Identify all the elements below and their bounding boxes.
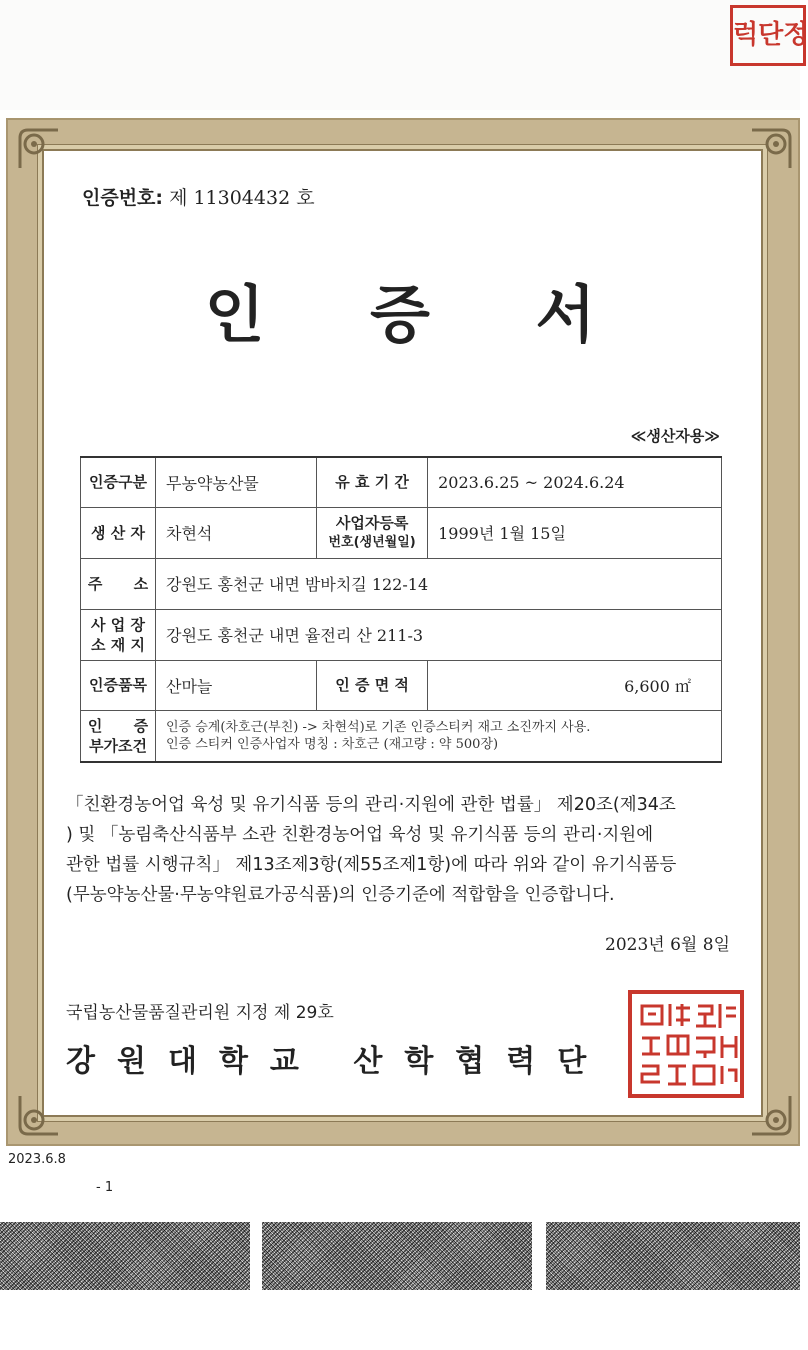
print-date: 2023.6.8	[8, 1152, 66, 1167]
area-value: 6,600 ㎡	[428, 660, 722, 710]
condition-line2: 인증 스티커 인증사업자 명칭 : 차호근 (재고량 : 약 500장)	[166, 736, 499, 752]
table-row	[81, 609, 722, 660]
certificate-number-value: 제 11304432 호	[169, 187, 315, 209]
address-label: 주 소	[81, 558, 156, 609]
condition-label	[81, 710, 156, 762]
certificate-number	[82, 183, 315, 210]
condition-label-line2: 부가조건	[89, 736, 147, 755]
issue-date: 2023년 6월 8일	[605, 935, 730, 955]
condition-label-line1: 인 증	[87, 716, 149, 735]
usage-label: ≪생산자용≫	[630, 427, 720, 445]
official-seal-stamp	[628, 990, 744, 1098]
security-pattern	[546, 1222, 800, 1290]
certification-statement	[66, 790, 746, 910]
condition-line1: 인증 승계(차호근(부친) -> 차현석)로 기존 인증스티커 재고 소진까지 사용.	[166, 719, 591, 735]
page-top-margin	[0, 0, 800, 110]
certificate-number-label: 인증번호:	[82, 187, 164, 209]
statement-line: ) 및 「농림축산식품부 소관 친환경농어업 육성 및 유기식품 등의 관리·지원에	[66, 825, 654, 845]
producer-label: 생 산 자	[81, 507, 156, 558]
item-label: 인증품목	[81, 660, 156, 710]
table-row	[81, 507, 722, 558]
security-pattern	[262, 1222, 532, 1290]
area-label: 인 증 면 적	[317, 660, 428, 710]
item-value: 산마늘	[156, 660, 317, 710]
designation-text: 국립농산물품질관리원 지정 제 29호	[66, 1003, 334, 1023]
producer-value: 차현석	[156, 507, 317, 558]
seal-fragment-stamp: 럭단정	[730, 5, 806, 66]
registration-label-line2: 번호(생년월일)	[328, 534, 416, 550]
security-pattern	[0, 1222, 250, 1290]
table-row	[81, 457, 722, 507]
corner-ornament-icon	[748, 1092, 794, 1138]
site-value: 강원도 홍천군 내면 율전리 산 211-3	[156, 609, 722, 660]
certification-info-table	[80, 456, 722, 763]
corner-ornament-icon	[748, 126, 794, 172]
site-label-line1: 사 업 장	[91, 615, 145, 634]
registration-value: 1999년 1월 15일	[428, 507, 722, 558]
corner-ornament-icon	[16, 126, 62, 172]
page-number: - 1	[96, 1180, 114, 1195]
registration-label	[317, 507, 428, 558]
table-row	[81, 710, 722, 762]
corner-ornament-icon	[16, 1092, 62, 1138]
site-label-line2: 소 재 지	[91, 635, 145, 654]
issuer-name: 강원대학교 산학협력단	[66, 1044, 609, 1079]
condition-value	[156, 710, 722, 762]
address-value: 강원도 홍천군 내면 밤바치길 122-14	[156, 558, 722, 609]
statement-line: (무농약농산물·무농약원료가공식품)의 인증기준에 적합함을 인증합니다.	[66, 885, 615, 905]
table-row	[81, 558, 722, 609]
registration-label-line1: 사업자등록	[335, 513, 409, 532]
table-row	[81, 660, 722, 710]
cert-type-value: 무농약농산물	[156, 457, 317, 507]
statement-line: 관한 법률 시행규칙」 제13조제3항(제55조제1항)에 따라 위와 같이 유기식품등	[66, 855, 677, 875]
validity-value: 2023.6.25 ~ 2024.6.24	[428, 457, 722, 507]
document-title: 인 증 서	[204, 278, 638, 351]
cert-type-label: 인증구분	[81, 457, 156, 507]
site-label	[81, 609, 156, 660]
validity-label: 유 효 기 간	[317, 457, 428, 507]
statement-line: 「친환경농어업 육성 및 유기식품 등의 관리·지원에 관한 법률」 제20조(제34조	[66, 795, 676, 815]
